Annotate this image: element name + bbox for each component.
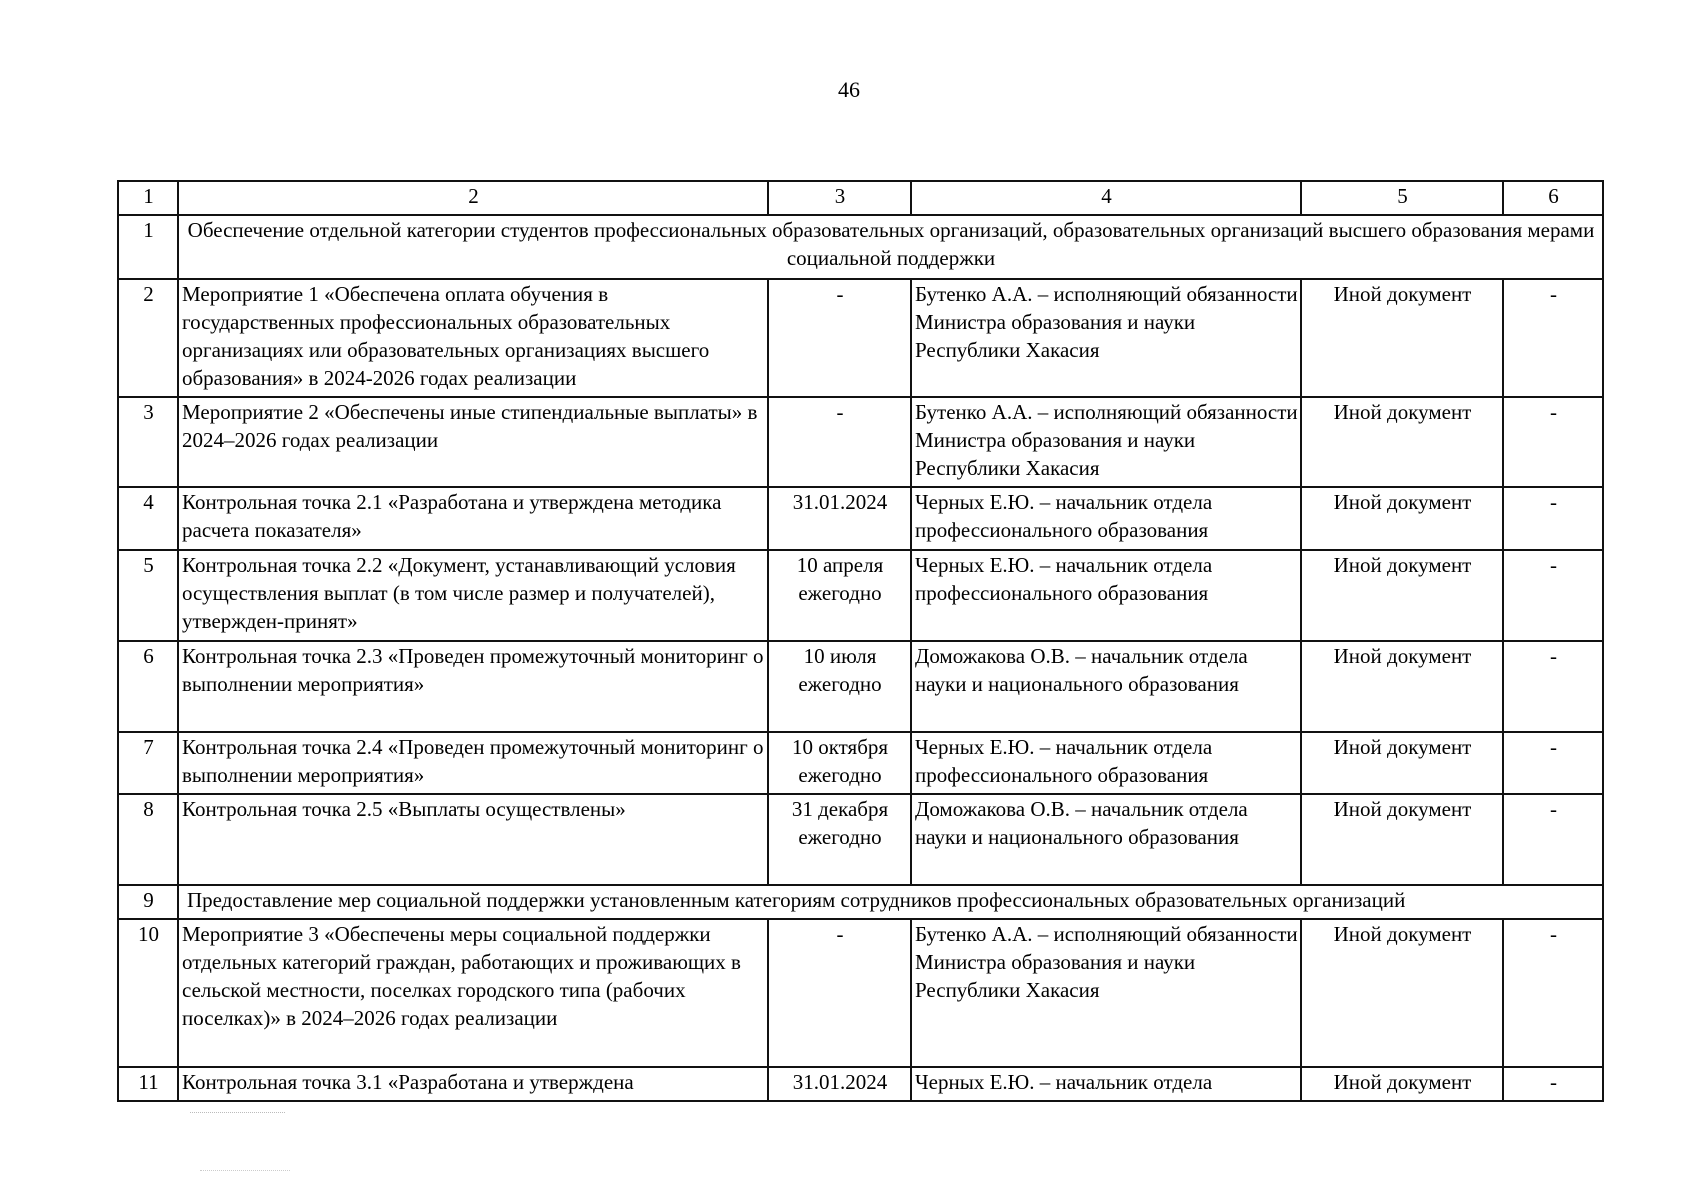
table-row: [118, 279, 1603, 397]
deadline: 10 апреля ежегодно: [768, 550, 911, 641]
column-6-value: -: [1503, 732, 1603, 794]
row-number: 11: [118, 1067, 178, 1101]
document-type: Иной документ: [1301, 279, 1503, 397]
column-header: 6: [1503, 181, 1603, 215]
column-6-value: -: [1503, 919, 1603, 1067]
responsible: Бутенко А.А. – исполняющий обязанности Министра образования и науки Республики Хакасия: [911, 397, 1301, 487]
column-6-value: -: [1503, 550, 1603, 641]
row-number: 6: [118, 641, 178, 732]
responsible: Доможакова О.В. – начальник отдела науки и национального образования: [911, 641, 1301, 732]
table-row: [118, 1067, 1603, 1101]
row-number: 1: [118, 215, 178, 279]
row-number: 9: [118, 885, 178, 919]
row-number: 4: [118, 487, 178, 550]
row-number: 8: [118, 794, 178, 885]
document-type: Иной документ: [1301, 550, 1503, 641]
document-type: Иной документ: [1301, 732, 1503, 794]
section-row: [118, 885, 1603, 919]
responsible: Доможакова О.В. – начальник отдела науки и национального образования: [911, 794, 1301, 885]
deadline: 10 июля ежегодно: [768, 641, 911, 732]
column-6-value: -: [1503, 487, 1603, 550]
row-number: 10: [118, 919, 178, 1067]
row-number: 5: [118, 550, 178, 641]
event-name: Контрольная точка 2.4 «Проведен промежуточный мониторинг о выполнении мероприятия»: [178, 732, 768, 794]
event-name: Мероприятие 3 «Обеспечены меры социальной поддержки отдельных категорий граждан, работающих и проживающих в сельской местности, поселках городского типа (рабочих поселках)» в 2024–2026 годах реализации: [178, 919, 768, 1067]
column-header: 1: [118, 181, 178, 215]
event-name: Контрольная точка 2.2 «Документ, устанавливающий условия осуществления выплат (в том числе размер и получателей), утвержден-принят»: [178, 550, 768, 641]
column-header: 3: [768, 181, 911, 215]
event-name: Контрольная точка 2.1 «Разработана и утверждена методика расчета показателя»: [178, 487, 768, 550]
section-row: [118, 215, 1603, 279]
scan-artifact: [190, 1112, 285, 1123]
scan-artifact: [200, 1170, 290, 1175]
table-row: [118, 794, 1603, 885]
column-header: 2: [178, 181, 768, 215]
deadline: 31.01.2024: [768, 487, 911, 550]
event-name: Контрольная точка 2.5 «Выплаты осуществлены»: [178, 794, 768, 885]
column-number-row: [118, 181, 1603, 215]
section-title: Обеспечение отдельной категории студентов профессиональных образовательных организаций, образовательных организаций высшего образования мерами социальной поддержки: [178, 215, 1603, 279]
table-row: [118, 397, 1603, 487]
row-number: 7: [118, 732, 178, 794]
document-type: Иной документ: [1301, 641, 1503, 732]
document-type: Иной документ: [1301, 794, 1503, 885]
event-name: Мероприятие 1 «Обеспечена оплата обучения в государственных профессиональных образовательных организациях или образовательных организациях высшего образования» в 2024-2026 годах реализации: [178, 279, 768, 397]
column-6-value: -: [1503, 1067, 1603, 1101]
row-number: 3: [118, 397, 178, 487]
event-name: Контрольная точка 3.1 «Разработана и утверждена: [178, 1067, 768, 1101]
column-6-value: -: [1503, 641, 1603, 732]
document-type: Иной документ: [1301, 397, 1503, 487]
deadline: 31.01.2024: [768, 1067, 911, 1101]
deadline: 10 октября ежегодно: [768, 732, 911, 794]
document-type: Иной документ: [1301, 1067, 1503, 1101]
column-6-value: -: [1503, 794, 1603, 885]
responsible: Бутенко А.А. – исполняющий обязанности Министра образования и науки Республики Хакасия: [911, 279, 1301, 397]
column-header: 4: [911, 181, 1301, 215]
responsible: Черных Е.Ю. – начальник отдела: [911, 1067, 1301, 1101]
deadline: 31 декабря ежегодно: [768, 794, 911, 885]
section-title: Предоставление мер социальной поддержки установленным категориям сотрудников профессиональных образовательных организаций: [178, 885, 1603, 919]
event-name: Мероприятие 2 «Обеспечены иные стипендиальные выплаты» в 2024–2026 годах реализации: [178, 397, 768, 487]
responsible: Черных Е.Ю. – начальник отдела профессионального образования: [911, 550, 1301, 641]
responsible: Бутенко А.А. – исполняющий обязанности Министра образования и науки Республики Хакасия: [911, 919, 1301, 1067]
row-number: 2: [118, 279, 178, 397]
table-row: [118, 732, 1603, 794]
table-row: [118, 641, 1603, 732]
deadline: -: [768, 919, 911, 1067]
table-row: [118, 550, 1603, 641]
page-number: 46: [838, 77, 860, 102]
column-header: 5: [1301, 181, 1503, 215]
deadline: -: [768, 397, 911, 487]
document-type: Иной документ: [1301, 919, 1503, 1067]
column-6-value: -: [1503, 279, 1603, 397]
responsible: Черных Е.Ю. – начальник отдела профессионального образования: [911, 487, 1301, 550]
deadline: -: [768, 279, 911, 397]
table-row: [118, 487, 1603, 550]
table-row: [118, 919, 1603, 1067]
responsible: Черных Е.Ю. – начальник отдела профессионального образования: [911, 732, 1301, 794]
event-name: Контрольная точка 2.3 «Проведен промежуточный мониторинг о выполнении мероприятия»: [178, 641, 768, 732]
column-6-value: -: [1503, 397, 1603, 487]
plan-table: [117, 180, 1604, 1102]
document-type: Иной документ: [1301, 487, 1503, 550]
